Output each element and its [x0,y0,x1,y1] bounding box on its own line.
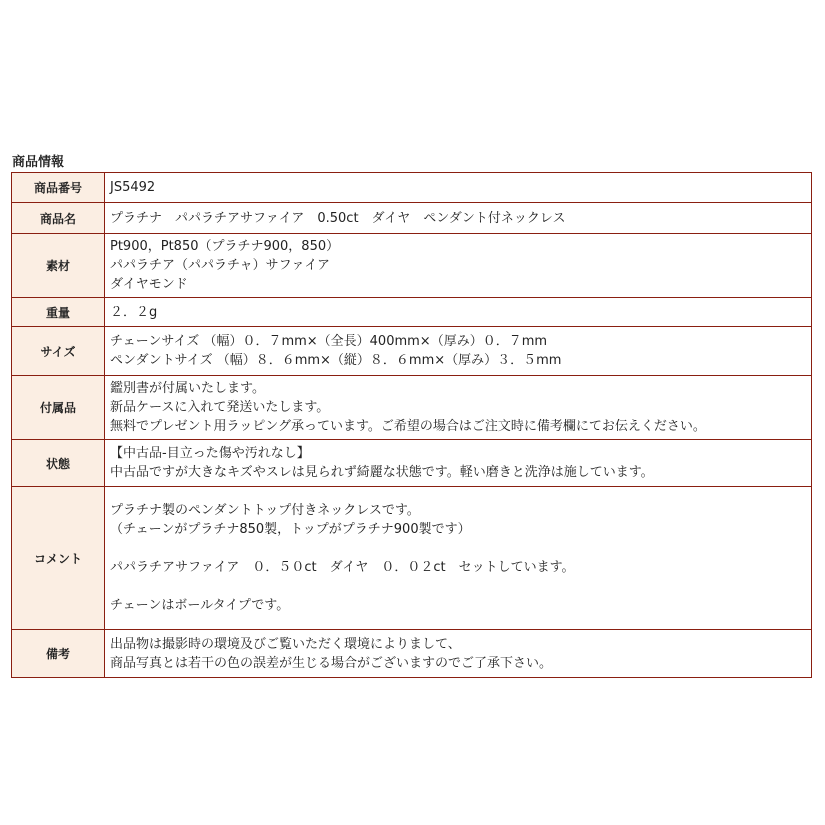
row-value-condition [105,440,812,487]
row-value-product-number [105,173,812,203]
row-label-product-name: 商品名 [12,203,105,234]
value-line: （チェーンがプラチナ850製，トップがプラチナ900製です） [110,522,471,537]
row-value-comment [105,487,812,630]
row-label-weight: 重量 [12,298,105,327]
table-row [12,234,812,298]
row-label-notes: 備考 [12,630,105,678]
value-line: パパラチアサファイア ０．５０ct ダイヤ ０．０２ct セットしています。 [110,560,575,575]
value-line: パパラチア（パパラチャ）サファイア [110,258,330,273]
value-line [110,577,806,596]
row-label-accessories: 付属品 [12,376,105,440]
section-title: 商品情報 [12,155,65,170]
table-row [12,487,812,630]
value-line: プラチナ製のペンダントトップ付きネックレスです。 [110,503,420,518]
table-row [12,440,812,487]
row-label-condition: 状態 [12,440,105,487]
value-line: 商品写真とは若干の色の誤差が生じる場合がございますのでご了承下さい。 [110,655,553,671]
row-label-product-number: 商品番号 [12,173,105,203]
value-line: チェーンサイズ （幅）０．７mm×（全長）400mm×（厚み）０．７mm [110,334,548,349]
value-line: 新品ケースに入れて発送いたします。 [110,400,330,415]
table-row [12,298,812,327]
table-row [12,327,812,376]
value-line: 出品物は撮影時の環境及びご覧いただく環境によりまして、 [110,636,461,652]
row-label-material: 素材 [12,234,105,298]
value-line: ２．２g [110,304,158,320]
row-value-accessories [105,376,812,440]
value-line: 中古品ですが大きなキズやスレは見られず綺麗な状態です。軽い磨きと洗浄は施しています。 [110,465,654,480]
table-row [12,376,812,440]
row-value-material [105,234,812,298]
value-line: チェーンはボールタイプです。 [110,598,290,613]
row-value-size [105,327,812,376]
value-line [110,539,806,558]
row-label-size: サイズ [12,327,105,376]
value-line: 鑑別書が付属いたします。 [110,381,265,396]
value-line: JS5492 [110,180,156,195]
row-label-comment: コメント [12,487,105,630]
value-line: 【中古品-目立った傷や汚れなし】 [110,446,310,461]
row-value-weight [105,298,812,327]
product-info-table [11,172,812,678]
row-value-notes [105,630,812,678]
value-line: 無料でプレゼント用ラッピング承っています。ご希望の場合はご注文時に備考欄にてお伝えください。 [110,419,706,434]
value-line: Pt900，Pt850（プラチナ900，850） [110,239,340,254]
value-line: ダイヤモンド [110,277,188,292]
table-row [12,630,812,678]
value-line: プラチナ パパラチアサファイア 0.50ct ダイヤ ペンダント付ネックレス [110,210,566,226]
value-line: ペンダントサイズ （幅）８．６mm×（縦）８．６mm×（厚み）３．５mm [110,353,562,368]
row-value-product-name [105,203,812,234]
table-row [12,203,812,234]
table-row [12,173,812,203]
product-info-section [11,153,812,678]
